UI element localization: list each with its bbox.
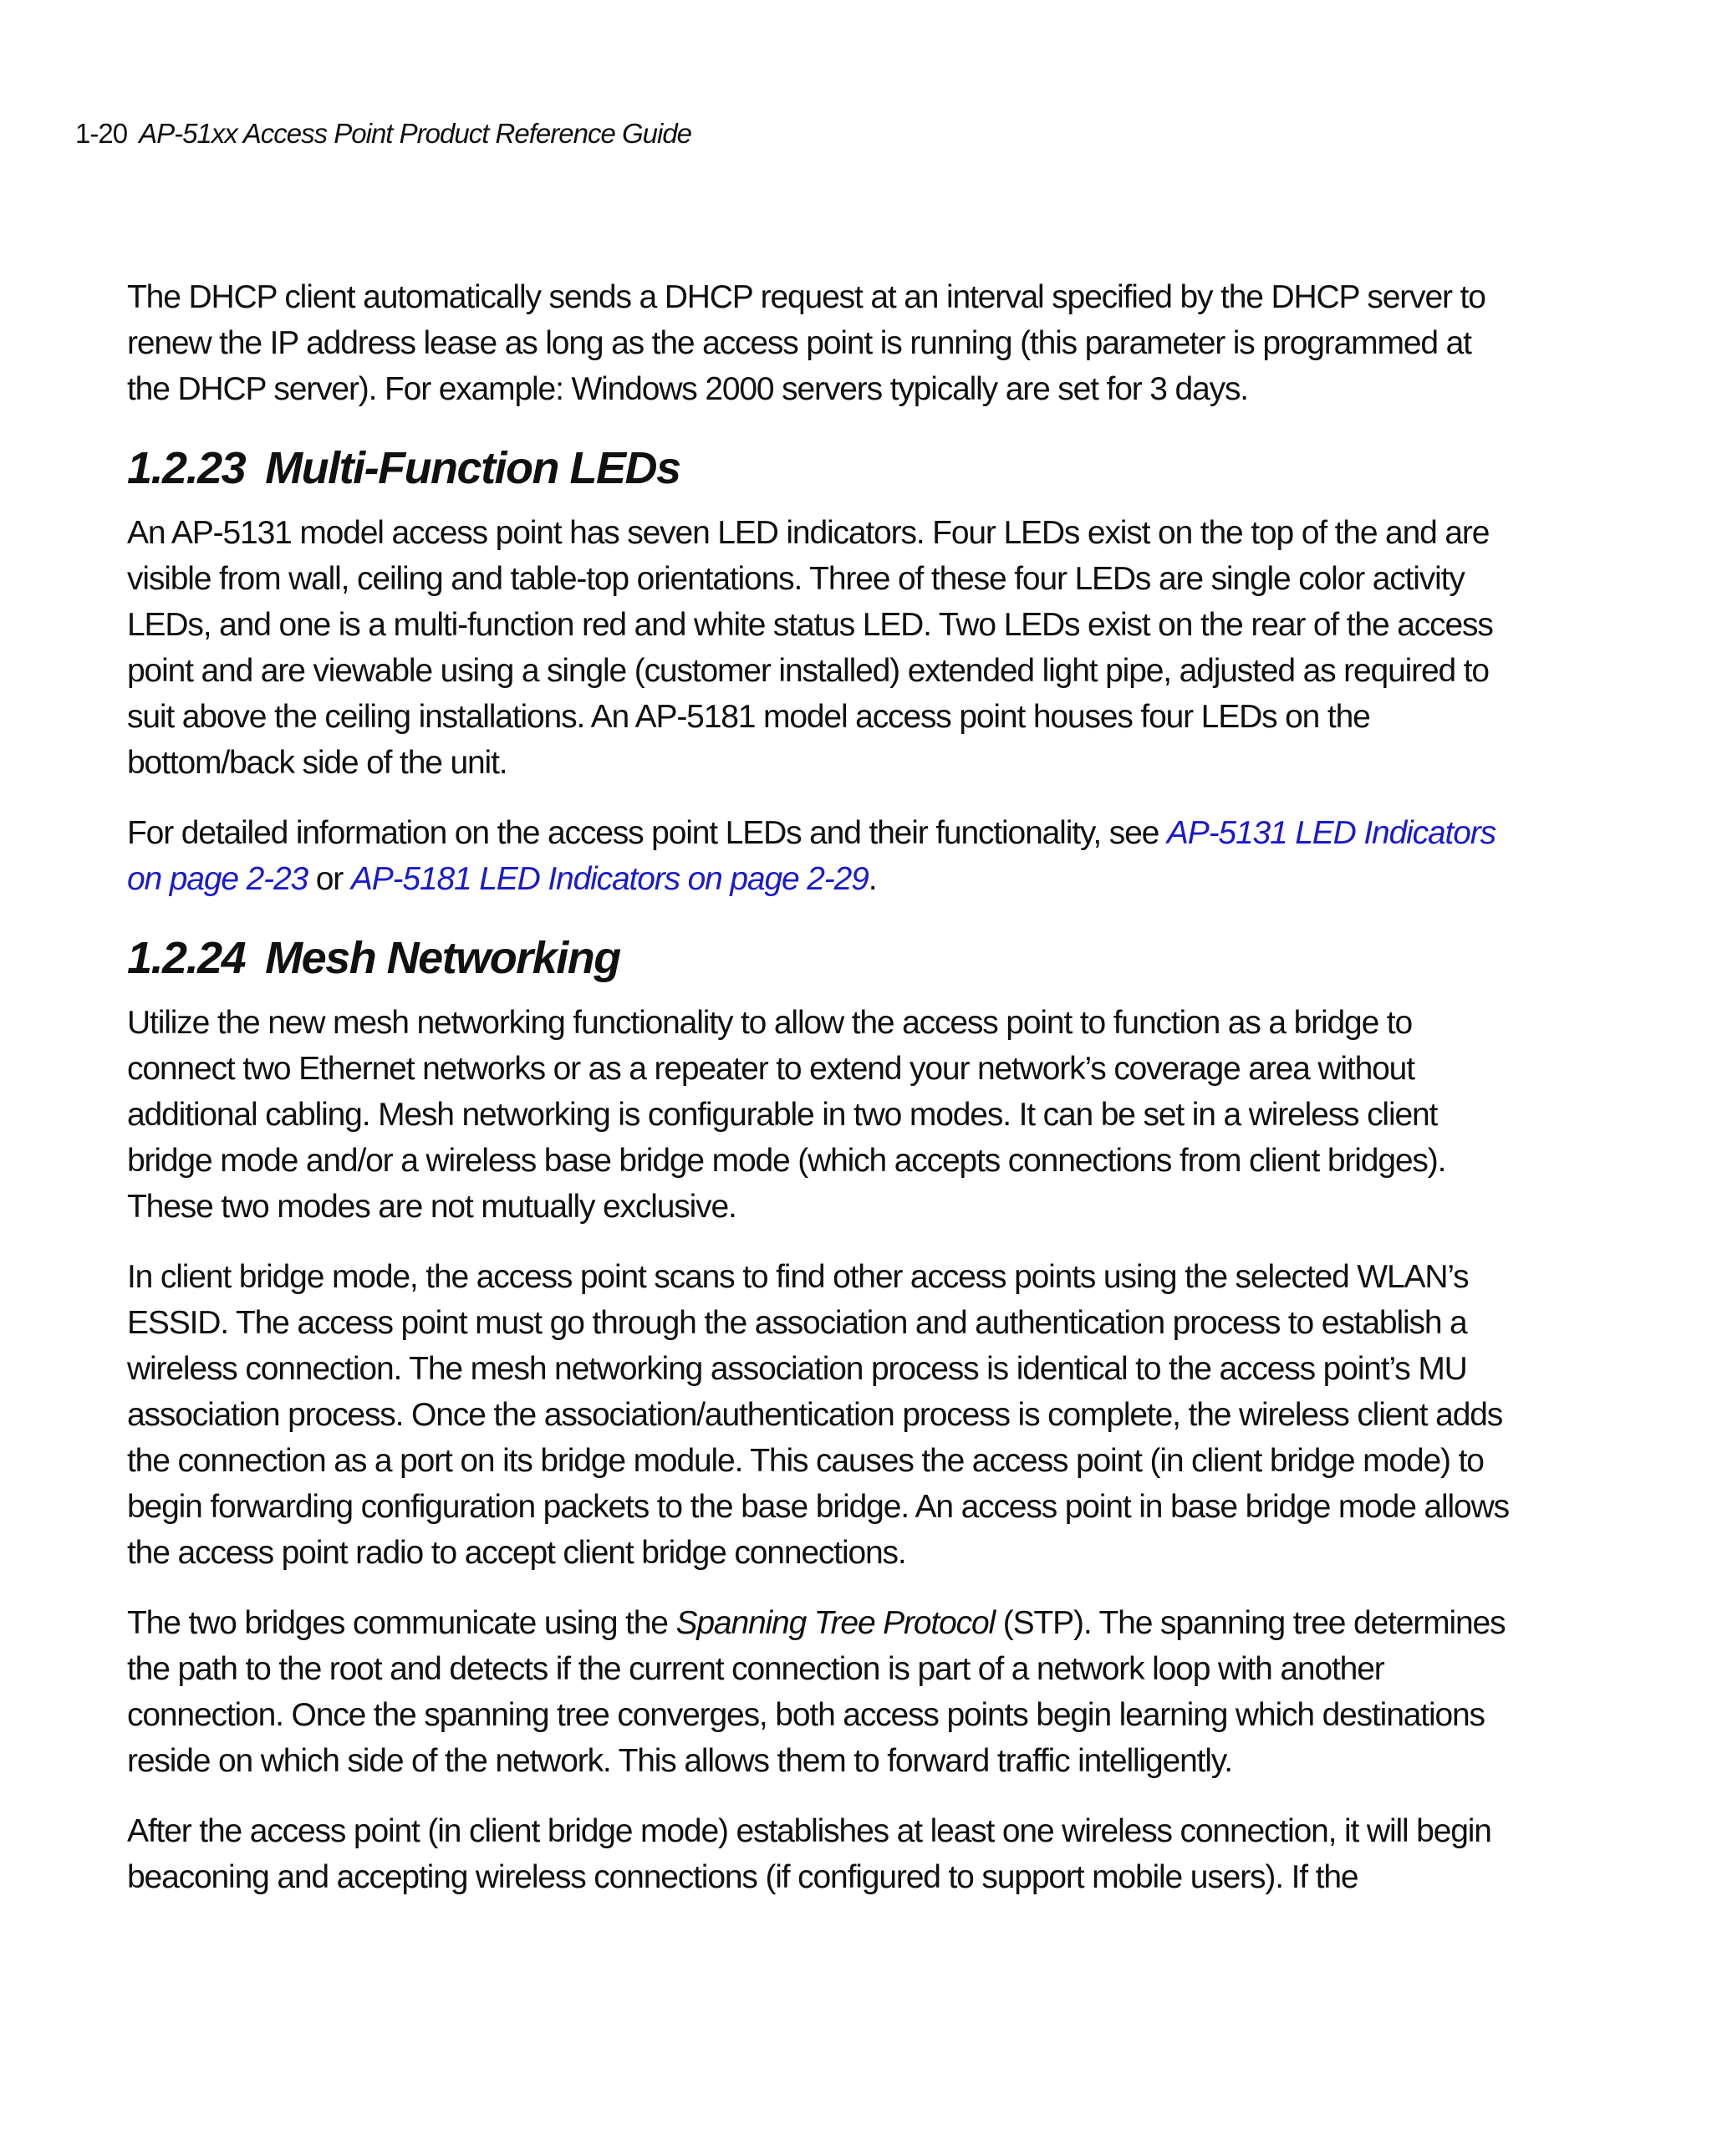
link-ap5131-led-indicators[interactable]: AP-5131 LED Indicators on page 2-23 [127,815,1495,897]
section-number: 1.2.24 [127,933,246,983]
stp-lead-text: The two bridges communicate using the [127,1605,676,1641]
leds-reference-paragraph [127,810,1519,902]
section-title: Mesh Networking [265,933,620,983]
mesh-paragraph-client-bridge: In client bridge mode, the access point scans to find other access points using the selected WLAN’s ESSID. The access point must go through the association and authentication process to establish a wireless connection. The mesh networking association process is identical to the access point’s MU association process. Once the association/authentication process is complete, the wireless client adds the connection as a port on its bridge module. This causes the access point (in client bridge mode) to begin forwarding configuration packets to the base bridge. An access point in base bridge mode allows the access point radio to accept client bridge connections. [127,1259,1509,1571]
reference-lead-text: For detailed information on the access point LEDs and their functionality, see [127,815,1167,851]
reference-tail-text: . [868,861,877,897]
stp-tail-text: (STP). The spanning tree determines the path to the root and detects if the current connection is part of a network loop with another connection. Once the spanning tree converges, both access points begin learning which destinations reside on which side of the network. This allows them to forward traffic intelligently. [127,1605,1506,1779]
section-title: Multi-Function LEDs [265,443,680,493]
link-ap5181-led-indicators[interactable]: AP-5181 LED Indicators on page 2-29 [350,861,869,897]
mesh-paragraph-stp [127,1600,1519,1784]
page-number: 1-20 [75,118,128,149]
mesh-paragraph-modes: Utilize the new mesh networking functionality to allow the access point to function as a bridge to connect two Ethernet networks or as a repeater to extend your network’s coverage area without additional cabling. Mesh networking is configurable in two modes. It can be set in a wireless client bridge mode and/or a wireless base bridge mode (which accepts connections from client bridges). These two modes are not mutually exclusive. [127,1005,1446,1225]
section-heading-mesh [127,926,1519,990]
leds-paragraph: An AP-5131 model access point has seven LED indicators. Four LEDs exist on the top of the and are visible from wall, ceiling and table-top orientations. Three of these four LEDs are single color activity LEDs, and one is a multi-function red and white status LED. Two LEDs exist on the rear of the access point and are viewable using a single (customer installed) extended light pipe, adjusted as required to suit above the ceiling installations. An AP-5181 model access point houses four LEDs on the bottom/back side of the unit. [127,515,1493,781]
page-body [127,274,1519,1924]
intro-paragraph: The DHCP client automatically sends a DHCP request at an interval specified by the DHCP server to renew the IP address lease as long as the access point is running (this parameter is programmed at the DHCP server). For example: Windows 2000 servers typically are set for 3 days. [127,279,1485,407]
section-number: 1.2.23 [127,443,246,493]
reference-middle-text: or [308,861,351,897]
running-header [75,117,691,150]
stp-term: Spanning Tree Protocol [675,1605,996,1641]
section-heading-leds [127,436,1519,500]
guide-title: AP-51xx Access Point Product Reference Guide [139,118,692,149]
mesh-paragraph-beaconing: After the access point (in client bridge mode) establishes at least one wireless connection, it will begin beaconing and accepting wireless connections (if configured to support mobile users). If the [127,1813,1491,1895]
